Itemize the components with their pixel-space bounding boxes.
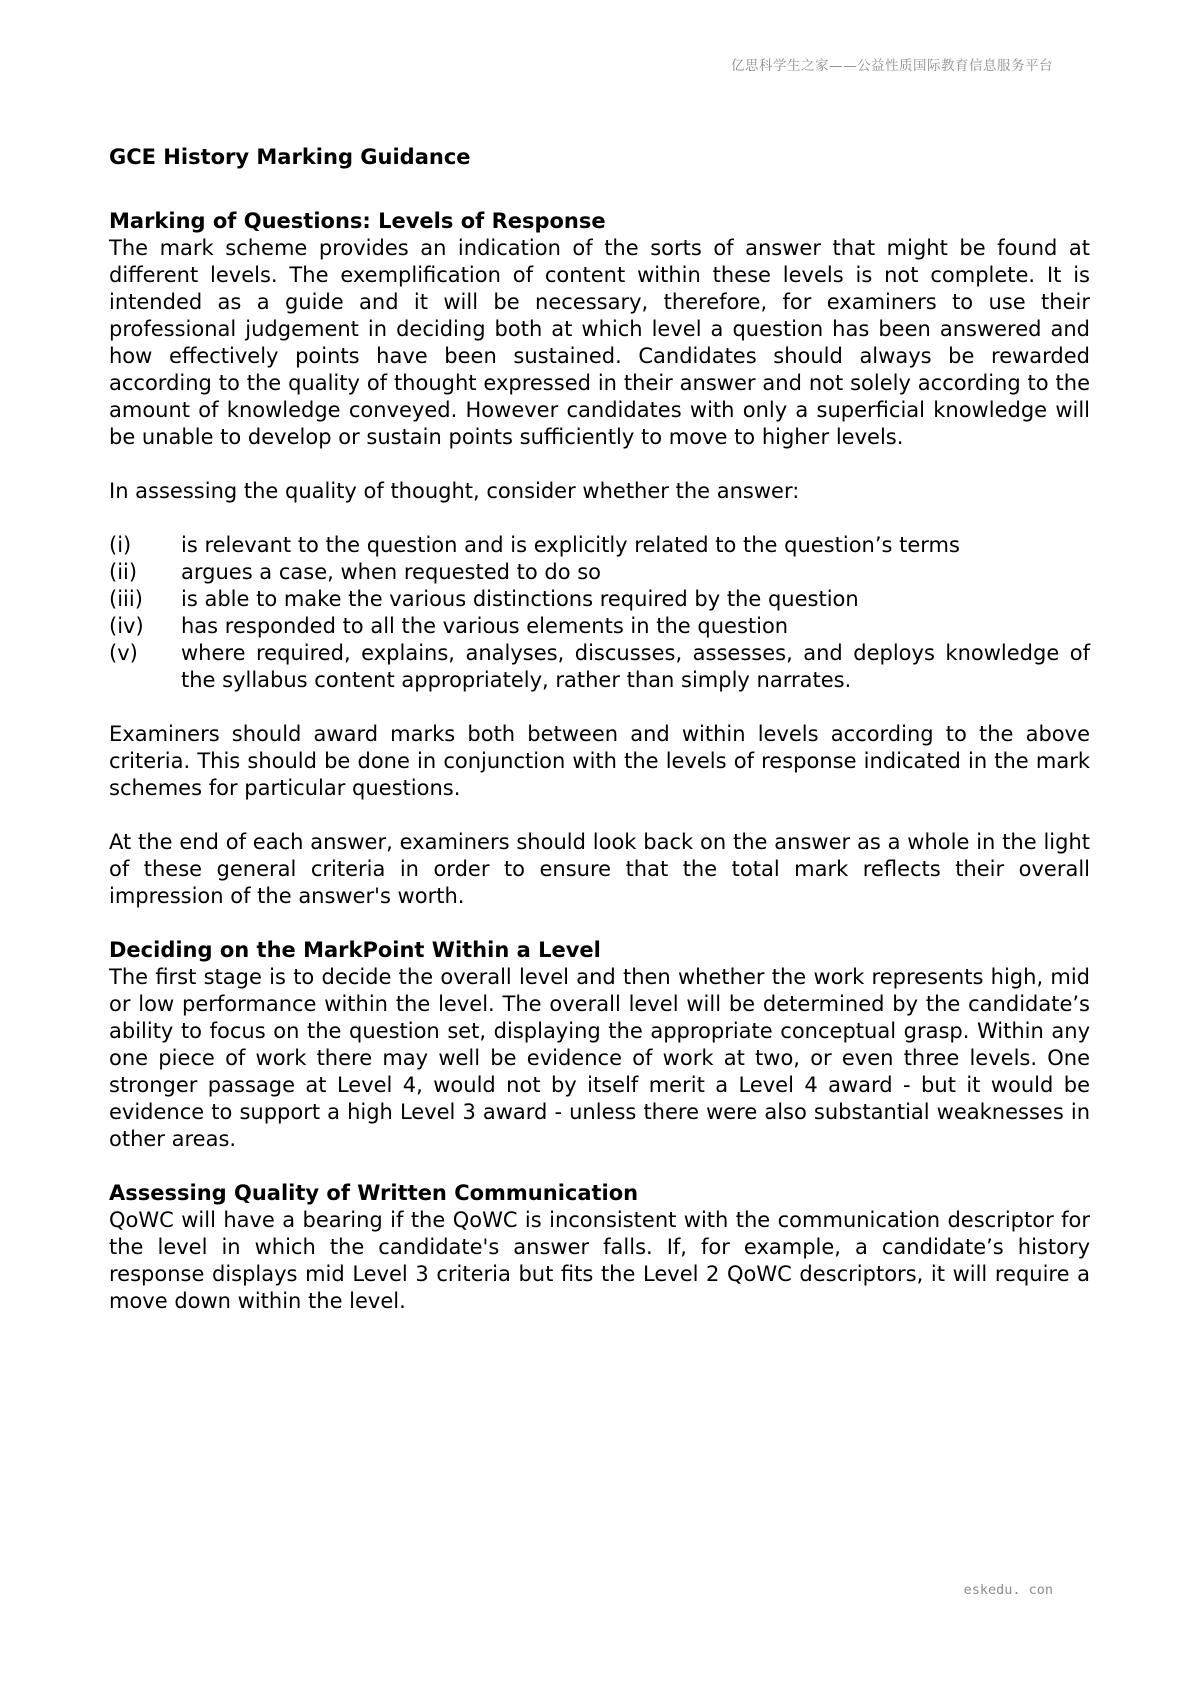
criteria-number: (ii)	[109, 560, 138, 584]
criteria-item	[109, 586, 1090, 613]
paragraph-end-of-answer: At the end of each answer, examiners should look back on the answer as a whole in the light of these general criteria in order to ensure that the total mark reflects their overall impression of the answer's worth.	[109, 830, 1090, 908]
footer-site-name: eskedu. con	[963, 1582, 1053, 1598]
criteria-list	[109, 532, 1090, 694]
criteria-text: is able to make the various distinctions required by the question	[181, 587, 859, 611]
criteria-number: (v)	[109, 641, 138, 665]
header-source-line: 亿思科学生之家——公益性质国际教育信息服务平台	[731, 58, 1053, 74]
paragraph-quality-of-thought-intro: In assessing the quality of thought, consider whether the answer:	[109, 479, 800, 503]
criteria-text: where required, explains, analyses, discusses, assesses, and deploys knowledge of the syllabus content appropriately, rather than simply narrates.	[181, 641, 1090, 692]
document-body	[109, 144, 1090, 1315]
criteria-text: is relevant to the question and is explicitly related to the question’s terms	[181, 533, 960, 557]
section-heading-qowc: Assessing Quality of Written Communication	[109, 1181, 639, 1205]
criteria-number: (iv)	[109, 614, 144, 638]
criteria-text: has responded to all the various elements in the question	[181, 614, 789, 638]
section-heading-markpoint: Deciding on the MarkPoint Within a Level	[109, 938, 601, 962]
paragraph-qowc: QoWC will have a bearing if the QoWC is inconsistent with the communication descriptor for the level in which the candidate's answer falls. If, for example, a candidate’s history response displays mid Level 3 criteria but fits the Level 2 QoWC descriptors, it will require a move down within the level.	[109, 1208, 1090, 1313]
paragraph-mark-scheme-intro: The mark scheme provides an indication of the sorts of answer that might be found at different levels. The exemplification of content within these levels is not complete. It is intended as a guide and it will be necessary, therefore, for examiners to use their professional judgement in deciding both at which level a question has been answered and how effectively points have been sustained. Candidates should always be rewarded according to the quality of thought expressed in their answer and not solely according to the amount of knowledge conveyed. However candidates with only a superficial knowledge will be unable to develop or sustain points sufficiently to move to higher levels.	[109, 236, 1090, 449]
criteria-item	[109, 613, 1090, 640]
criteria-number: (i)	[109, 533, 132, 557]
paragraph-deciding-level: The first stage is to decide the overall level and then whether the work represents high, mid or low performance within the level. The overall level will be determined by the candidate’s ability to focus on the question set, displaying the appropriate conceptual grasp. Within any one piece of work there may well be evidence of work at two, or even three levels. One stronger passage at Level 4, would not by itself merit a Level 4 award - but it would be evidence to support a high Level 3 award - unless there were also substantial weaknesses in other areas.	[109, 965, 1090, 1151]
section-heading-levels-of-response: Marking of Questions: Levels of Response	[109, 209, 606, 233]
criteria-item	[109, 532, 1090, 559]
criteria-number: (iii)	[109, 587, 143, 611]
document-title: GCE History Marking Guidance	[109, 145, 471, 169]
paragraph-award-marks: Examiners should award marks both between and within levels according to the above criteria. This should be done in conjunction with the levels of response indicated in the mark schemes for particular questions.	[109, 722, 1090, 800]
criteria-text: argues a case, when requested to do so	[181, 560, 602, 584]
criteria-item	[109, 559, 1090, 586]
criteria-item	[109, 640, 1090, 694]
